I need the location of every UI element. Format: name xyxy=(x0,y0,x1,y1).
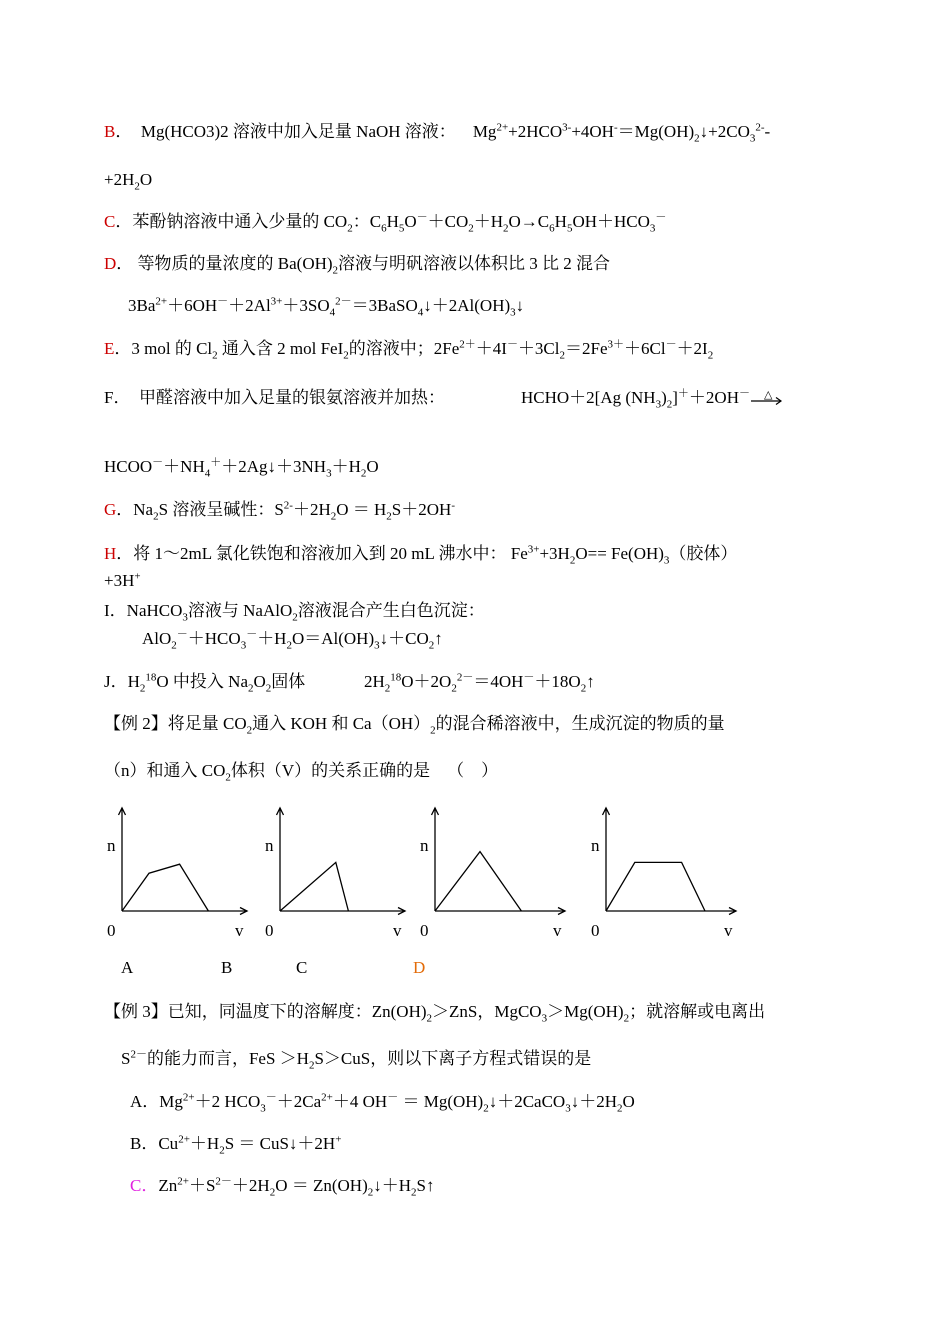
example2-option-a[interactable]: A xyxy=(121,958,134,977)
example2-option-d[interactable]: D xyxy=(413,958,426,977)
example3-option-b[interactable]: B．$Cu^{2+}+H_2S$ ＝ CuS↓＋2H+ xyxy=(130,1133,342,1157)
item-h-line2: +3H+ xyxy=(104,570,141,590)
item-j-text: $H_2^{18}O$ 中投入 $Na_2O_2$固体 xyxy=(127,671,306,695)
example3-option-a[interactable]: A．$Mg^{2+}+2$ $HCO_3^-+2Ca^{2+}+4$ $OH^- = Mg(OH)_2↓+2CaCO_3↓+2H_2O$ xyxy=(130,1091,635,1115)
example2-option-c[interactable]: C xyxy=(296,958,308,977)
item-e: E．3 mol 的 $Cl_2$ 通入含 2 mol FeI$_2$的溶液中；$2Fe^{2+}+4I^-+3Cl_2=2Fe^{3+}+6Cl^-+2I_2$ xyxy=(104,338,714,362)
item-e-letter: E xyxy=(104,339,115,358)
graph-b xyxy=(260,798,430,948)
item-g-letter: G xyxy=(104,500,117,519)
item-j-letter: J． xyxy=(104,672,128,691)
item-i-letter: I． xyxy=(104,601,127,620)
heat-arrow-icon xyxy=(750,389,784,409)
precipitate-curve xyxy=(435,852,521,911)
item-b-text: Mg(HCO3)2 溶液中加入足量 NaOH 溶液： xyxy=(140,122,456,141)
graph-x-label: v xyxy=(235,921,244,940)
graph-y-label: n xyxy=(107,836,116,855)
graph-y-label: n xyxy=(420,836,429,855)
graph-origin-label: 0 xyxy=(420,921,429,940)
graph-y-label: n xyxy=(265,836,274,855)
item-j xyxy=(104,671,306,695)
item-i-text: NaHCO$_3$溶液与 NaAlO$_2$溶液混合产生白色沉淀： xyxy=(126,601,485,624)
item-f-text: 甲醛溶液中加入足量的银氨溶液并加热： xyxy=(138,388,445,407)
graph-x-label: v xyxy=(393,921,402,940)
graph-y-label: n xyxy=(591,836,600,855)
graph-origin-label: 0 xyxy=(591,921,600,940)
item-h-letter: H xyxy=(104,544,117,563)
item-d: D． 等物质的量浓度的 $Ba(OH)_2$溶液与明矾溶液以体积比 3 比 2 混合 xyxy=(104,254,611,277)
item-f-letter: F． xyxy=(104,388,131,407)
svg-text:△: △ xyxy=(763,389,773,402)
item-f-equation: HCHO＋2[Ag $(NH_3)_2]^++2OH^-$ △ xyxy=(521,388,784,409)
example2-option-b[interactable]: B xyxy=(221,958,233,977)
example3-label: 【例 3】 xyxy=(104,1002,168,1021)
item-c-text: 苯酚钠溶液中通入少量的 $CO_2$：$C_6H_5O^-+CO_2+H_2O\to C_6H_5OH+HCO_3^-$ xyxy=(132,211,667,235)
item-d-equation: $3Ba^{2+}+6OH^-+2Al^{3+}+3SO_4^{2-}=3BaSO_4↓+2Al(OH)_3↓$ xyxy=(128,295,525,319)
precipitate-curve xyxy=(280,862,348,911)
graph-a xyxy=(102,798,272,948)
item-f-line2: $HCOO^-+NH_4^++2Ag↓+3NH_3+H_2O$ xyxy=(104,456,379,480)
item-g: G．$Na_2S$ 溶液呈碱性：$S^{2-}+2H_2O = H_2S+2OH^-$ xyxy=(104,499,455,523)
example2-line2: （n）和通入 $CO_2$体积（V）的关系正确的是 （ ） xyxy=(104,761,499,784)
item-d-letter: D xyxy=(104,254,117,273)
example2-label: 【例 2】 xyxy=(104,714,168,733)
example3-option-c[interactable]: C．$Zn^{2+}+S^{2-}+2H_2O$ ＝ $Zn(OH)_2↓+H_2S↑$ xyxy=(130,1175,435,1199)
graph-x-label: v xyxy=(724,921,733,940)
item-b: B． Mg(HCO3)2 溶液中加入足量 NaOH 溶液： $Mg^{2+}+2HCO^{3-}+4OH^-=Mg(OH)_2↓+2CO_3^{2-}-$ xyxy=(104,121,771,145)
item-c-letter: C xyxy=(104,212,116,231)
item-h: H．将 1～2mL 氯化铁饱和溶液加入到 20 mL 沸水中： $Fe^{3+}+3H_2O== Fe(OH)_3$（胶体） xyxy=(104,543,738,567)
item-h-text: 将 1～2mL 氯化铁饱和溶液加入到 20 mL 沸水中： $Fe^{3+}+3H_2O== Fe(OH)_3$（胶体） xyxy=(133,543,738,567)
precipitate-curve xyxy=(122,864,208,911)
graph-x-label: v xyxy=(553,921,562,940)
item-b-letter: B xyxy=(104,122,116,141)
item-b-equation: $Mg^{2+}+2HCO^{3-}+4OH^-=Mg(OH)_2↓+2CO_3^{2-}-$ xyxy=(472,121,771,145)
item-e-text: 3 mol 的 $Cl_2$ 通入含 2 mol FeI$_2$的溶液中；$2Fe^{2+}+4I^-+3Cl_2=2Fe^{3+}+6Cl^-+2I_2$ xyxy=(131,338,714,362)
item-i-equation: $AlO_2^-+HCO_3^-+H_2O=Al(OH)_3↓+CO_2↑$ xyxy=(142,628,443,652)
example3-line2: $S^{2-}$的能力而言，FeS $>H_2S>CuS$，则以下离子方程式错误的是 xyxy=(121,1048,592,1072)
item-i xyxy=(104,601,485,624)
item-f xyxy=(104,388,445,408)
example2-line1: 【例 2】将足量 $CO_2$通入 KOH 和 $Ca(OH)_2$的混合稀溶液中，生成沉淀的物质的量 xyxy=(104,714,725,737)
graph-origin-label: 0 xyxy=(107,921,116,940)
item-j-equation: $2H_2^{18}O+2O_2^{2-}=4OH^-+18O_2↑$ xyxy=(364,671,595,695)
graph-origin-label: 0 xyxy=(265,921,274,940)
item-g-text: $Na_2S$ 溶液呈碱性：$S^{2-}+2H_2O = H_2S+2OH^-$ xyxy=(133,499,455,523)
item-b-line2: $+2H_2O$ xyxy=(104,170,153,193)
item-d-text: 等物质的量浓度的 $Ba(OH)_2$溶液与明矾溶液以体积比 3 比 2 混合 xyxy=(137,254,611,277)
precipitate-curve xyxy=(606,862,705,911)
example3-line1: 【例 3】已知，同温度下的溶解度：$Zn(OH)_2>ZnS$，$MgCO_3>Mg(OH)_2$；就溶解或电离出 xyxy=(104,1002,766,1025)
item-c: C．苯酚钠溶液中通入少量的 $CO_2$：$C_6H_5O^-+CO_2+H_2O\to C_6H_5OH+HCO_3^-$ xyxy=(104,211,667,235)
